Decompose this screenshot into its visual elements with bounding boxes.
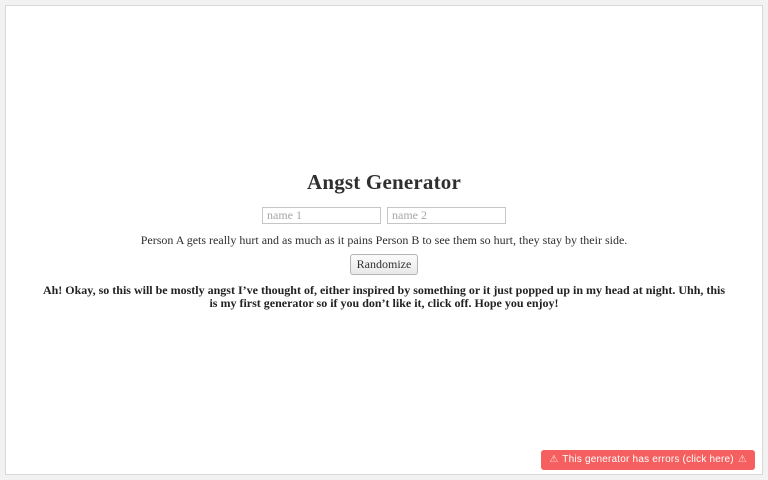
warning-icon-right: ⚠ bbox=[737, 454, 747, 465]
generator-panel bbox=[5, 5, 763, 475]
randomize-row bbox=[6, 248, 762, 275]
page-title: Angst Generator bbox=[306, 170, 462, 194]
error-banner-label: This generator has errors (click here) bbox=[562, 454, 734, 465]
warning-icon-left: ⚠ bbox=[549, 454, 559, 465]
name1-input[interactable] bbox=[262, 207, 381, 224]
name-inputs-row bbox=[6, 207, 762, 224]
result-text: Person A gets really hurt and as much as it pains Person B to see them so hurt, they stay by their side. bbox=[140, 233, 628, 247]
name2-input[interactable] bbox=[387, 207, 506, 224]
error-banner[interactable] bbox=[541, 450, 755, 470]
author-note: Ah! Okay, so this will be mostly angst I’ve thought of, either inspired by something or it just popped up in my head at night. Uhh, this is my first generator so if you don’t like it, click off. Hope you enjoy! bbox=[42, 283, 726, 310]
randomize-button[interactable]: Randomize bbox=[350, 254, 419, 275]
